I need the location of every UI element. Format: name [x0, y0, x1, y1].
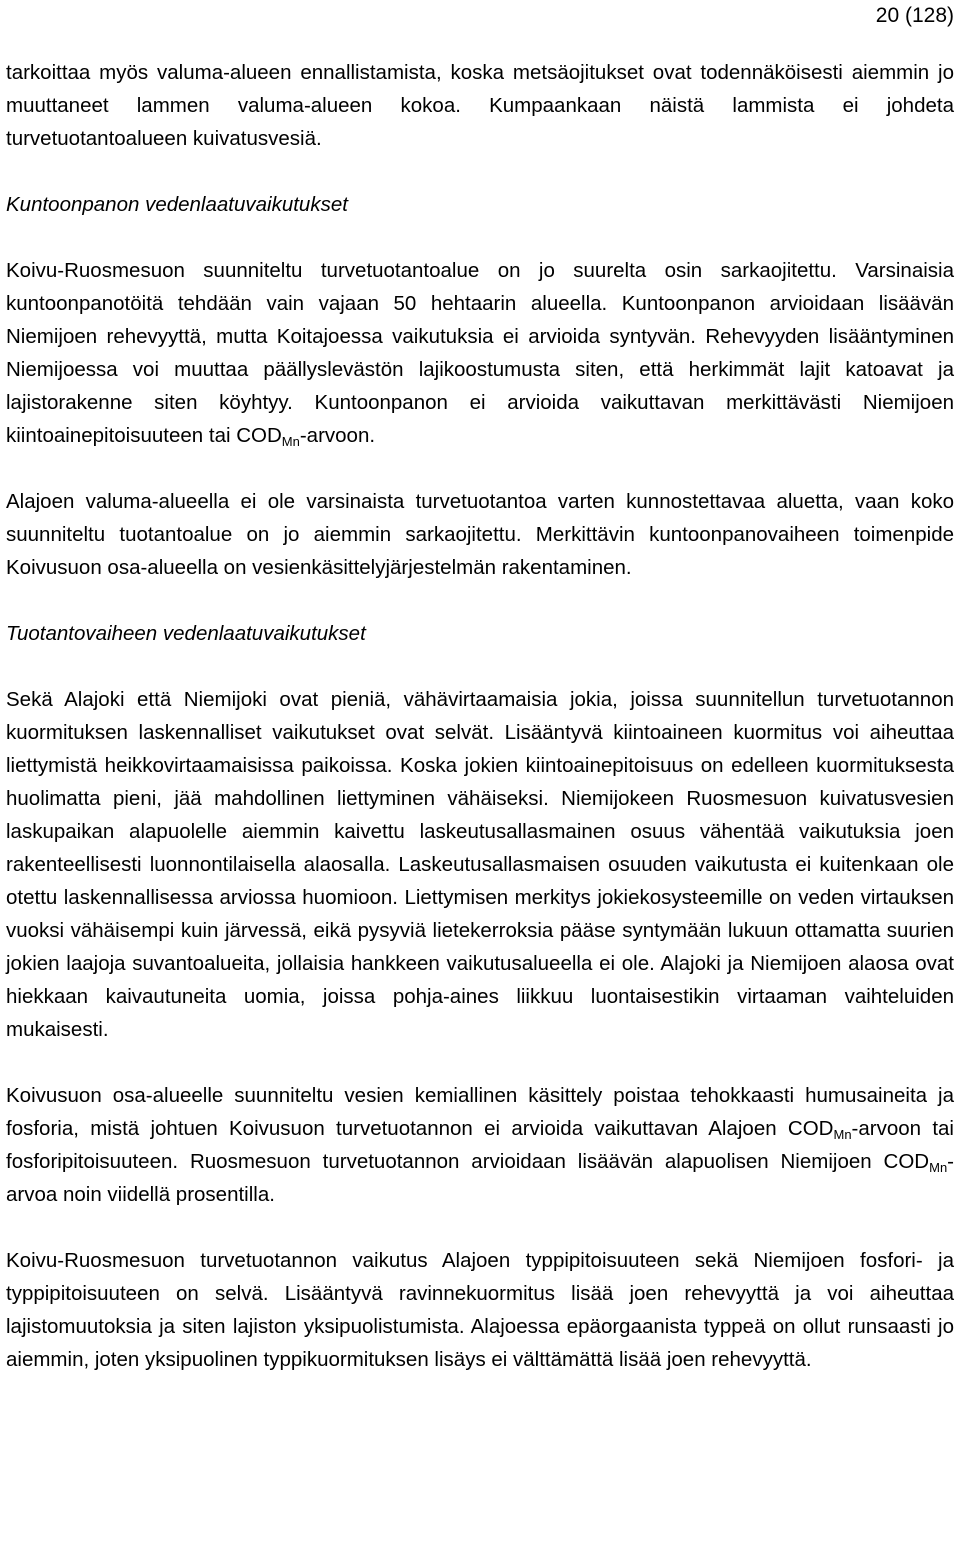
page-number: 20 (128): [875, 4, 954, 27]
paragraph-tuotantovaihe: [6, 683, 954, 1046]
paragraph-ravinteet: [6, 1244, 954, 1376]
paragraph-alajoki: [6, 485, 954, 584]
paragraph-koivusuo: [6, 1079, 954, 1211]
paragraph-text: tarkoittaa myös valuma-alueen ennallistamista, koska metsäojitukset ovat todennäköisesti aiemmin jo muuttaneet lammen valuma-alueen kokoa. Kumpaankaan näistä lammista ei johdeta turvetuotantoalueen kuivatusvesiä.: [6, 61, 954, 150]
paragraph-continued: [6, 56, 954, 155]
document-body: [6, 56, 954, 1376]
paragraph-text: -arvoon tai fosforipitoisuuteen. Ruosmesuon turvetuotannon arvioidaan lisäävän alapuolisen Niemijoen COD: [6, 1117, 954, 1173]
paragraph-kuntoonpano: [6, 254, 954, 452]
paragraph-text: Koivu-Ruosmesuon suunniteltu turvetuotantoalue on jo suurelta osin sarkaojitettu. Varsinaisia kuntoonpanotöitä tehdään vain vajaan 50 hehtaarin alueella. Kuntoonpanon arvioidaan lisäävän Niemijoen rehevyyttä, mutta Koitajoessa vaikutuksia ei arvioida syntyvän. Rehevyyden lisääntyminen Niemijoessa voi muuttaa päällyslevästön lajikoostumusta siten, että herkimmät lajit katoavat ja lajistorakenne siten köyhtyy. Kuntoonpanon ei arvioida vaikuttavan merkittävästi Niemijoen kiintoainepitoisuuteen tai COD: [6, 259, 954, 447]
section-heading-kuntoonpano: Kuntoonpanon vedenlaatuvaikutukset: [6, 193, 348, 216]
paragraph-text: -arvoon.: [299, 424, 376, 447]
paragraph-text: Koivusuon osa-alueelle suunniteltu vesien kemiallinen käsittely poistaa tehokkaasti humusaineita ja fosforia, mistä johtuen Koivusuon turvetuotannon ei arvioida vaikuttavan Alajoen COD: [6, 1084, 954, 1140]
paragraph-text: -arvoa noin viidellä prosentilla.: [6, 1150, 954, 1206]
subscript: Mn: [833, 1127, 852, 1142]
paragraph-text: Sekä Alajoki että Niemijoki ovat pieniä, vähävirtaamaisia jokia, joissa suunnitellun turvetuotannon kuormituksen laskennalliset vaikutukset ovat selvät. Lisääntyvä kiintoaineen kuormitus voi aiheuttaa liettymistä heikkovirtaamaisissa paikoissa. Koska jokien kiintoainepitoisuus on edelleen kuormituksesta huolimatta pieni, jää mahdollinen liettyminen vähäiseksi. Niemijokeen Ruosmesuon kuivatusvesien laskupaikan alapuolelle aiemmin kaivettu laskeutusallasmainen osuus vähentää vaikutuksia joen rakenteellisesti luonnontilaisella alaosalla. Laskeutusallasmaisen osuuden vaikutusta ei kuitenkaan ole otettu laskennallisessa arviossa huomioon. Liettymisen merkitys jokiekosysteemille on veden virtauksen vuoksi vähäisempi kuin järvessä, eikä pysyviä lietekerroksia pääse syntymään lukuun ottamatta suurien jokien laajoja suvantoalueita, jollaisia hankkeen vaikutusalueella ei ole. Alajoki ja Niemijoen alaosa ovat hiekkaan kaivautuneita uomia, joissa pohja-aines liikkuu luontaisestikin virtaaman vaihteluiden mukaisesti.: [6, 688, 954, 1041]
section-heading-tuotantovaihe: Tuotantovaiheen vedenlaatuvaikutukset: [6, 622, 366, 645]
subscript: Mn: [929, 1160, 948, 1175]
paragraph-text: Koivu-Ruosmesuon turvetuotannon vaikutus Alajoen typpipitoisuuteen sekä Niemijoen fosfori- ja typpipitoisuuteen on selvä. Lisääntyvä ravinnekuormitus lisää joen rehevyyttä ja voi aiheuttaa lajistomuutoksia ja siten lajiston yksipuolistumista. Alajoessa epäorgaanista typpeä on ollut runsaasti jo aiemmin, joten yksipuolinen typpikuormituksen lisäys ei välttämättä lisää joen rehevyyttä.: [6, 1249, 954, 1371]
paragraph-text: Alajoen valuma-alueella ei ole varsinaista turvetuotantoa varten kunnostettavaa aluetta, vaan koko suunniteltu tuotantoalue on jo aiemmin sarkaojitettu. Merkittävin kuntoonpanovaiheen toimenpide Koivusuon osa-alueella on vesienkäsittelyjärjestelmän rakentaminen.: [6, 490, 954, 579]
subscript: Mn: [281, 434, 300, 449]
